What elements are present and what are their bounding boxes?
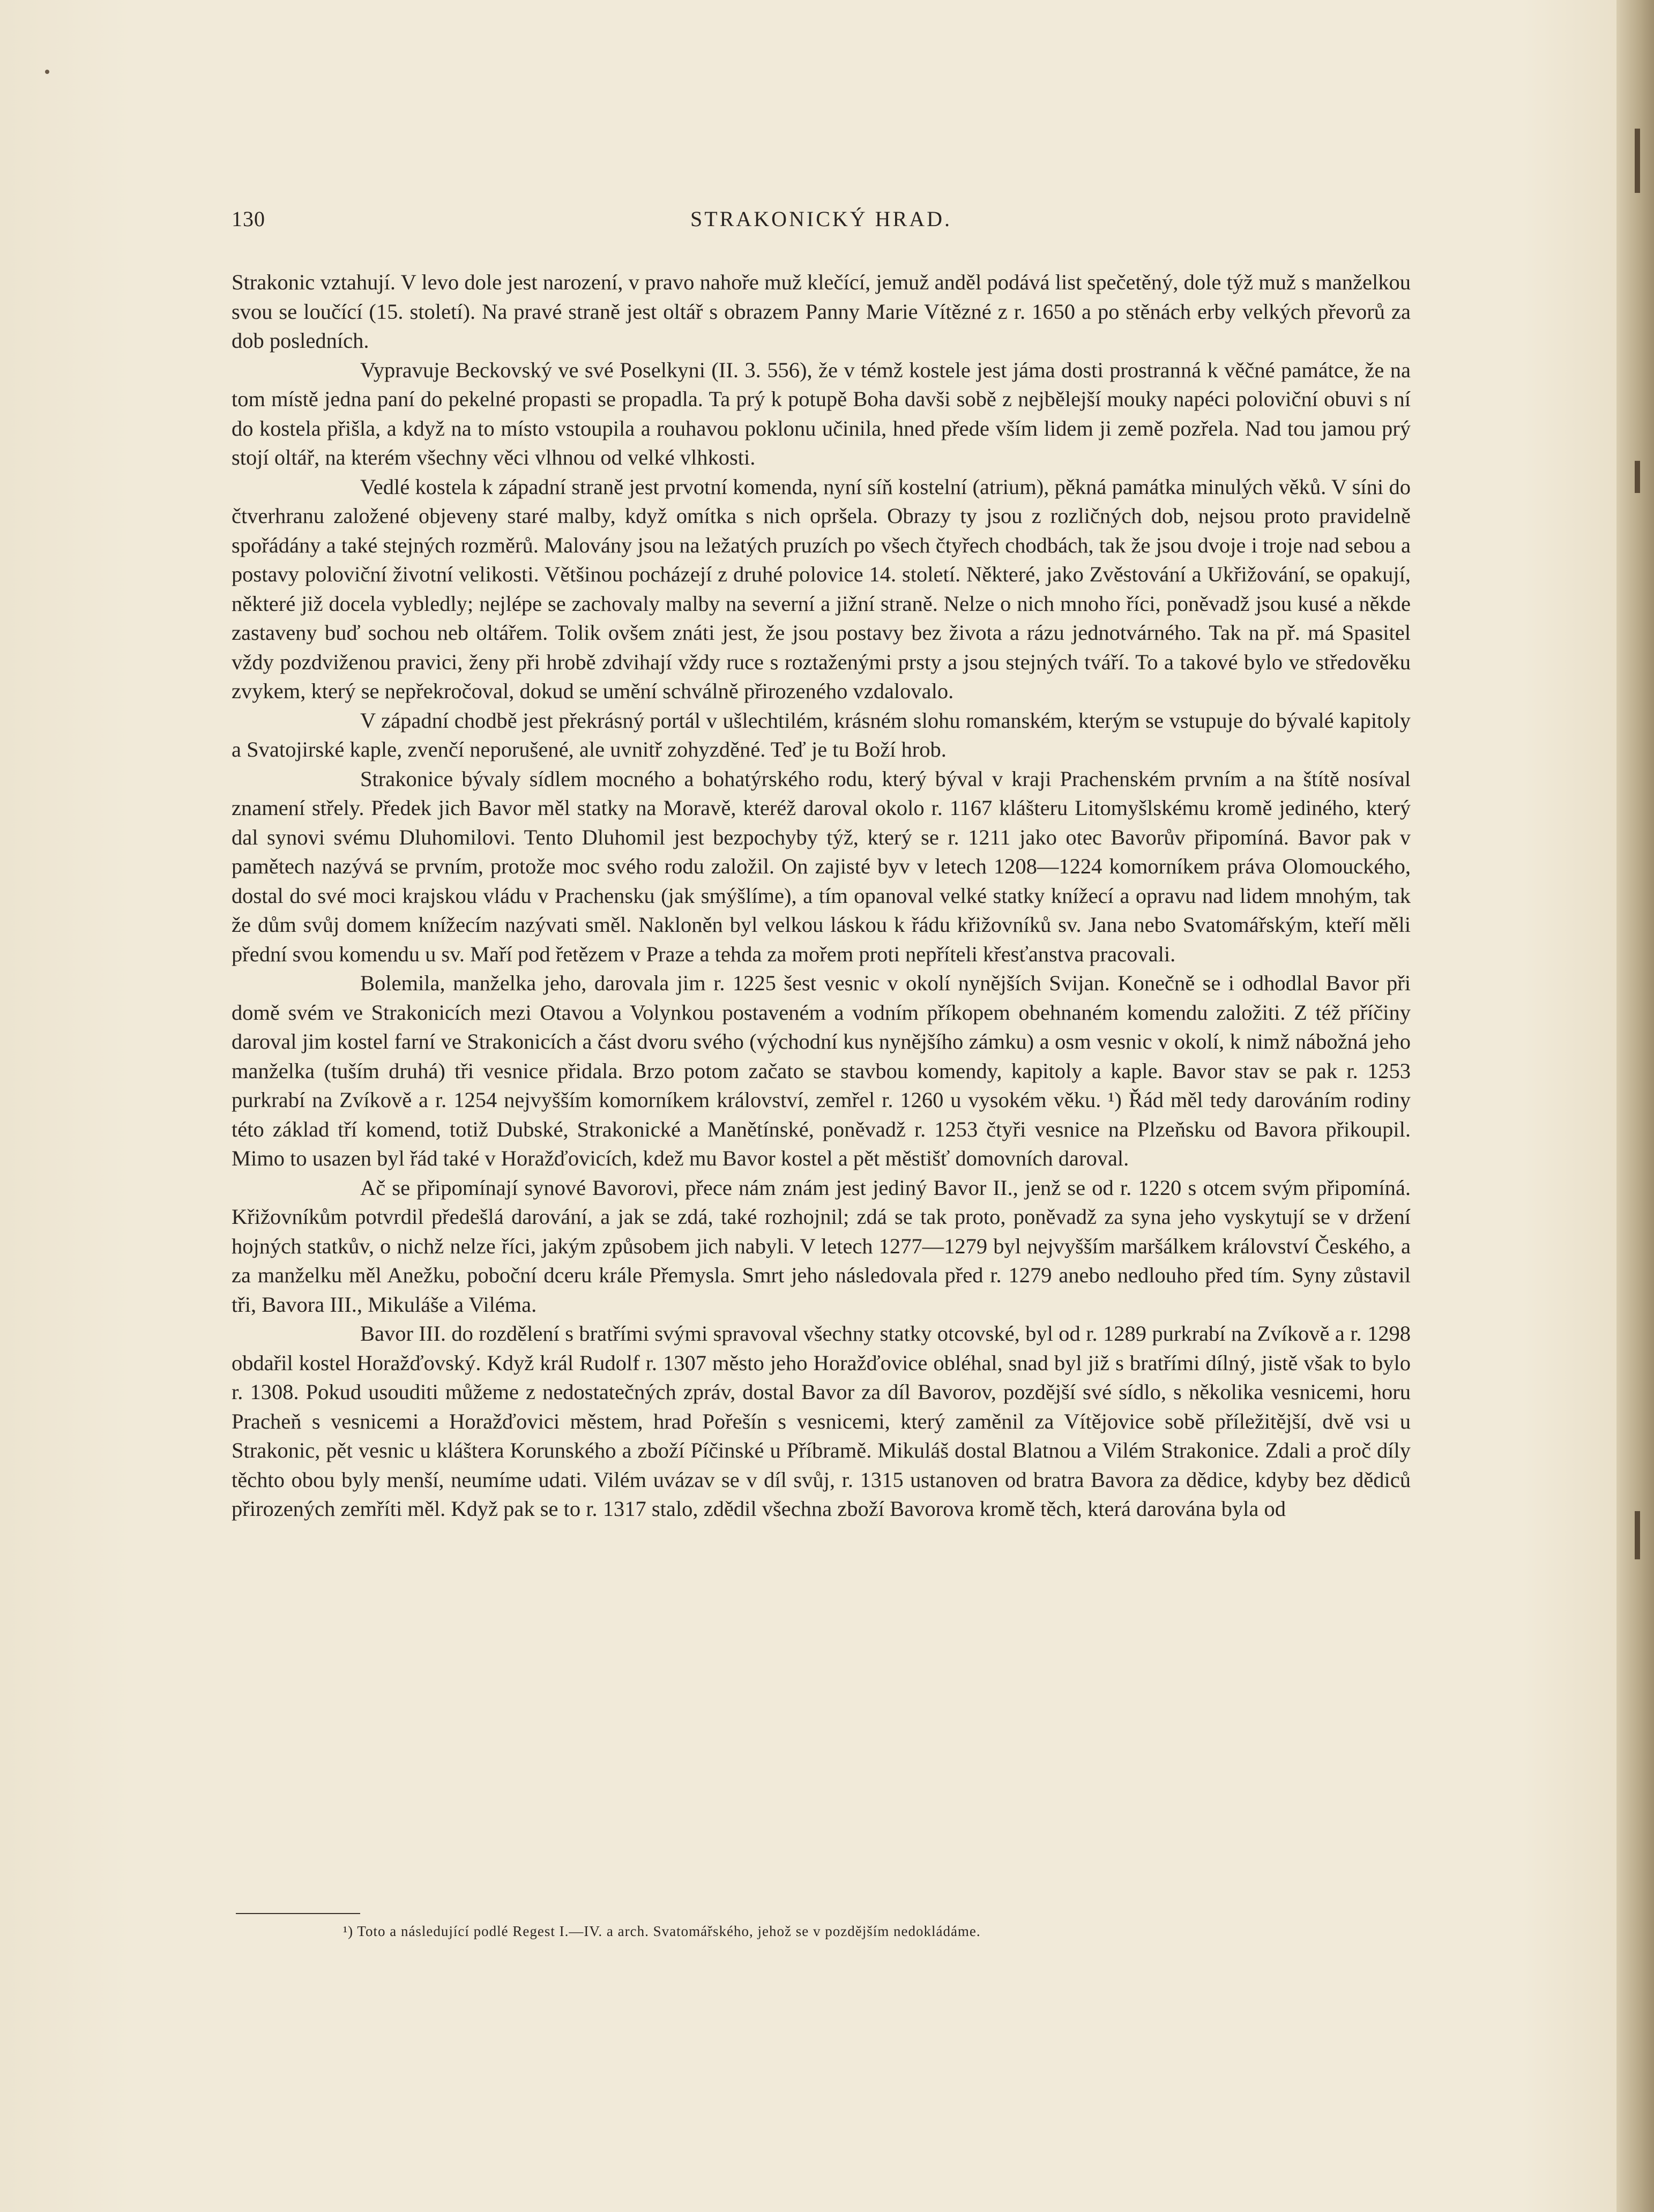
page-number: 130 <box>232 207 265 231</box>
binding-mark <box>1635 129 1640 193</box>
binding-mark <box>1635 461 1640 493</box>
paragraph: Vypravuje Beckovský ve své Poselkyni (II. 3. 556), že v témž kostele jest jáma dosti prostranná k věčné památce, že na tom místě jedna paní do pekelné propasti se propadla. Ta prý k potupě Boha davši sobě z nejbělejší mouky napéci poloviční obuvi s ní do kostela přišla, a když na to místo vstoupila a rouhavou poklonu učinila, hned přede vším lidem ji země pozřela. Nad tou jamou prý stojí oltář, na kterém všechny věci vlhnou od velké vlhkosti. <box>232 357 1411 469</box>
paragraph: Vedlé kostela k západní straně jest prvotní komenda, nyní síň kostelní (atrium), pěkná památka minulých věků. V síni do čtverhranu založené objeveny staré malby, když omítka s nich opršela. Obrazy ty jsou z rozličných dob, nejsou proto pravidelně spořádány a také stejných rozměrů. Malovány jsou na ležatých pruzích po všech čtyřech chodbách, tak že jsou dvoje i troje nad sebou a postavy poloviční životní velikosti. Většinou pocházejí z druhé polovice 14. století. Některé, jako Zvěstování a Ukřižování, se opakují, některé již docela vybledly; nejlépe se zachovaly malby na severní a jižní straně. Nelze o nich mnoho říci, poněvadž jsou kusé a někde zastaveny buď sochou neb oltářem. Tolik ovšem znáti jest, že jsou postavy bez života a rázu jednotvárného. Tak na př. má Spasitel vždy pozdviženou pravici, ženy při hrobě zdvihají vždy ruce s roztaženými prsty a jsou stejných tváří. To a takové bylo ve středověku zvykem, který se nepřekročoval, dokud se umění schválně přirozeného vzdalovalo. <box>232 474 1411 703</box>
ink-speck <box>45 70 49 74</box>
body-text <box>232 268 1411 1524</box>
page-header <box>232 206 1411 238</box>
footnote: ¹) Toto a následující podlé Regest I.—IV. a arch. Svatomářského, jehož se v pozdějším nedokládáme. <box>343 1923 981 1939</box>
page-edge <box>1616 0 1654 2212</box>
paragraph: Ač se připomínají synové Bavorovi, přece nám znám jest jediný Bavor II., jenž se od r. 1220 s otcem svým připomíná. Křižovníkům potvrdil předešlá darování, a jak se zdá, také rozhojnil; zdá se tak proto, poněvadž za syna jeho vyskytují se v držení hojných statkův, o nichž nelze říci, jakým způsobem jich nabyli. V letech 1277—1279 byl nejvyšším maršálkem království Českého, a za manželku měl Anežku, poboční dceru krále Přemysla. Smrt jeho následovala před r. 1279 anebo nedlouho před tím. Syny zůstavil tři, Bavora III., Mikuláše a Viléma. <box>232 1175 1411 1317</box>
paragraph: Strakonic vztahují. V levo dole jest narození, v pravo nahoře muž klečící, jemuž anděl podává list spečetěný, dole týž muž s manželkou svou se loučící (15. století). Na pravé straně jest oltář s obrazem Panny Marie Vítězné z r. 1650 a po stěnách erby velkých převorů za dob posledních. <box>232 270 1411 353</box>
paragraph: Strakonice bývaly sídlem mocného a bohatýrského rodu, který býval v kraji Prachenském prvním a na štítě nosíval znamení střely. Předek jich Bavor měl statky na Moravě, kteréž daroval okolo r. 1167 klášteru Litomyšlskému kromě jediného, který dal synovi svému Dluhomilovi. Tento Dluhomil jest bezpochyby týž, který se r. 1211 jako otec Bavorův připomíná. Bavor pak v pamětech nazývá se prvním, protože moc svého rodu založil. On zajisté byv v letech 1208—1224 komorníkem práva Olomouckého, dostal do své moci krajskou vládu v Prachensku (jak smýšlíme), a tím opanoval velké statky knížecí a opravu nad lidem mnohým, tak že dům svůj domem knížecím nazývati směl. Nakloněn byl velkou láskou k řádu křižovníků sv. Jana nebo Svatomářským, kteří měli přední svou komendu u sv. Maří pod řetězem v Praze a tehda za mořem proti nepříteli křesťanstva pracovali. <box>232 766 1411 966</box>
footnote-rule <box>236 1913 360 1914</box>
paragraph: Bolemila, manželka jeho, darovala jim r. 1225 šest vesnic v okolí nynějších Svijan. Konečně se i odhodlal Bavor při domě svém ve Strakonicích mezi Otavou a Volynkou postaveném a vodním příkopem obehnaném komendu založiti. Z též příčiny daroval jim kostel farní ve Strakonicích a část dvoru svého (východní kus nynějšího zámku) a osm vesnic v okolí, k nimž nábožná jeho manželka (tuším druhá) tři vesnice přidala. Brzo potom začato se stavbou komendy, kapitoly a kaple. Bavor stav se pak r. 1253 purkrabí na Zvíkově a r. 1254 nejvyšším komorníkem království, zemřel r. 1260 u vysokém věku. ¹) Řád měl tedy darováním rodiny této základ tří komend, totiž Dubské, Strakonické a Manětínské, poněvadž r. 1253 čtyři vesnice na Plzeňsku od Bavora přikoupil. Mimo to usazen byl řád také v Horažďovicích, kdež mu Bavor kostel a pět městišť domovních daroval. <box>232 971 1411 1170</box>
paragraph: Bavor III. do rozdělení s bratřími svými spravoval všechny statky otcovské, byl od r. 1289 purkrabí na Zvíkově a r. 1298 obdařil kostel Horažďovský. Když král Rudolf r. 1307 město jeho Horažďovice obléhal, snad byl již s bratřími dílný, jistě však to bylo r. 1308. Pokud usouditi můžeme z nedostatečných zpráv, dostal Bavor za díl Bavorov, pozdější své sídlo, s několika vesnicemi, horu Pracheň s vesnicemi a Horažďovici městem, hrad Pořešín s vesnicemi, který zaměnil za Vítějovice sobě příležitější, dvě vsi u Strakonic, pět vesnic u kláštera Korunského a zboží Píčinské u Příbramě. Mikuláš dostal Blatnou a Vilém Strakonice. Zdali a proč díly těchto obou byly menší, neumíme udati. Vilém uvázav se v díl svůj, r. 1315 ustanoven od bratra Bavora za dědice, kdyby bez dědiců přirozených zemříti měl. Když pak se to r. 1317 stalo, zdědil všechna zboží Bavorova kromě těch, která darována byla od <box>232 1321 1411 1521</box>
binding-mark <box>1635 1511 1640 1559</box>
paragraph: V západní chodbě jest překrásný portál v ušlechtilém, krásném slohu romanském, kterým se vstupuje do bývalé kapitoly a Svatojirské kaple, zvenčí neporušené, ale uvnitř zohyzděné. Teď je tu Boží hrob. <box>232 708 1411 761</box>
running-title: STRAKONICKÝ HRAD. <box>690 207 952 231</box>
